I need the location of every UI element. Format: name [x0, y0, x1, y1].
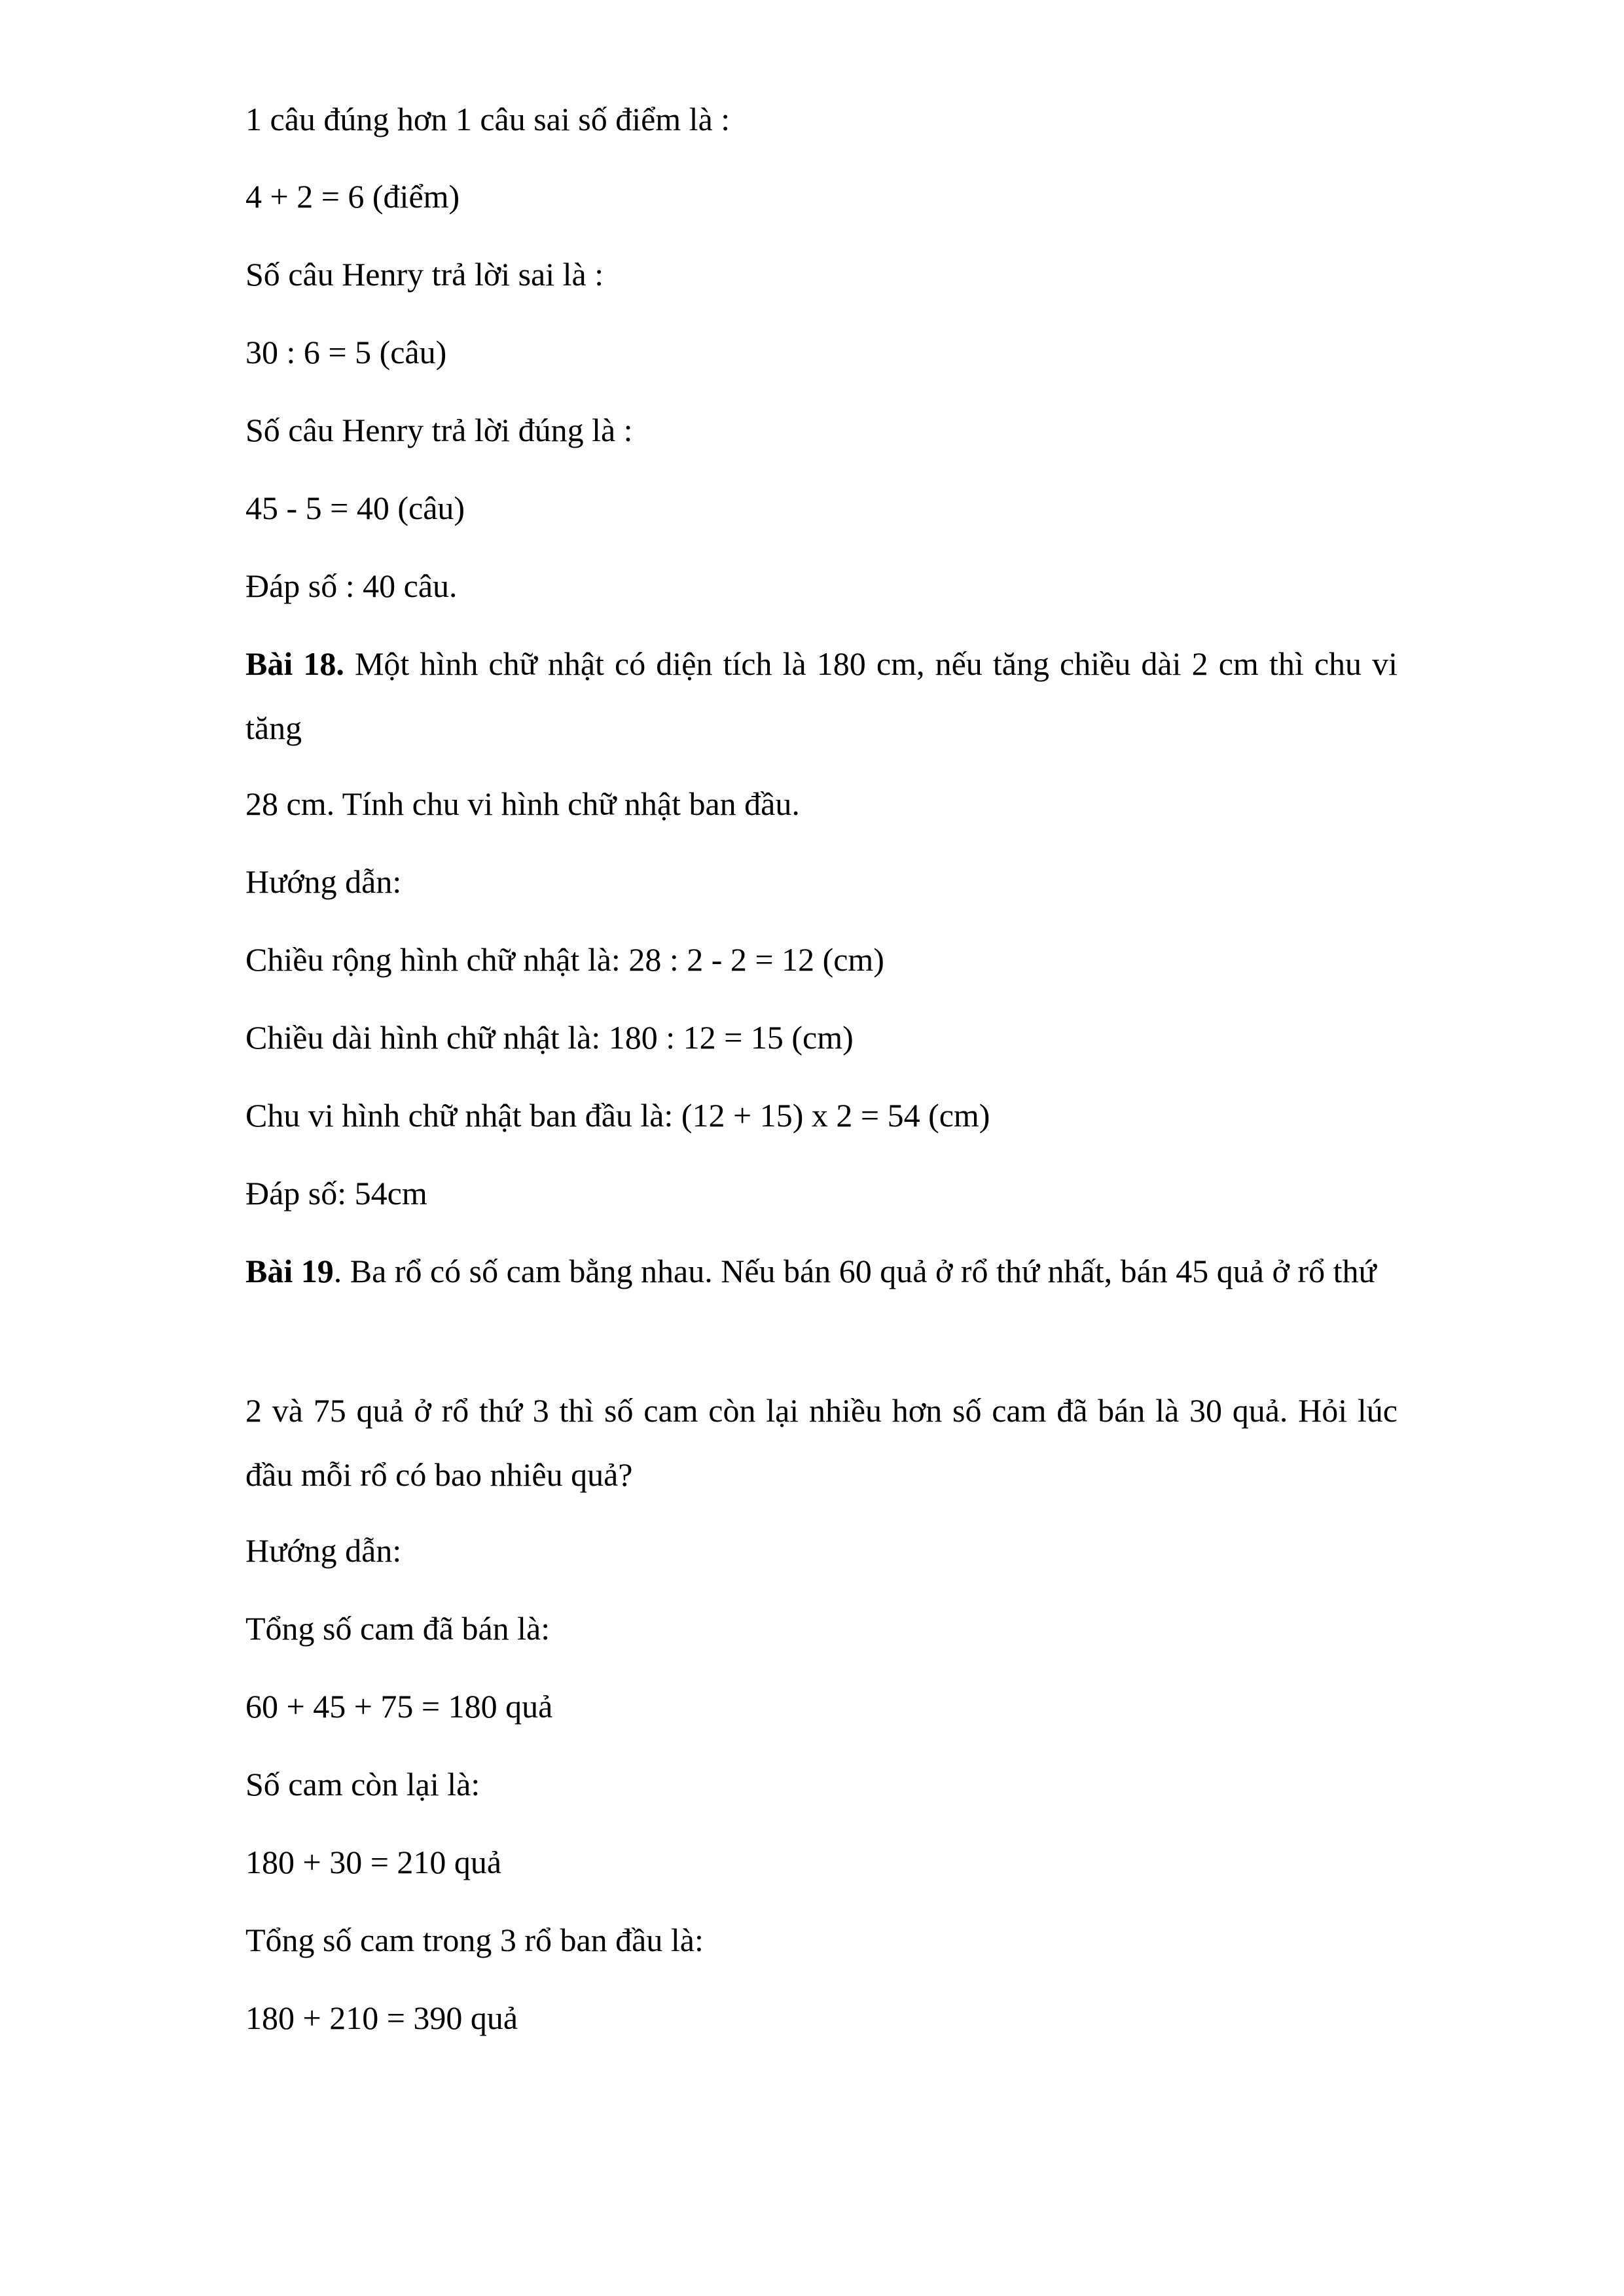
problem-19-step: 180 + 210 = 390 quả [245, 2000, 518, 2036]
problem-19-step: Số cam còn lại là: [245, 1766, 480, 1803]
text-line: Số câu Henry trả lời sai là : [245, 256, 604, 293]
equation-line: 30 : 6 = 5 (câu) [245, 334, 447, 370]
problem-19-step: Tổng số cam trong 3 rổ ban đầu là: [245, 1922, 704, 1958]
problem-19-statement [245, 1239, 1398, 1303]
problem-19-continuation: 2 và 75 quả ở rổ thứ 3 thì số cam còn lại nhiều hơn số cam đã bán là 30 quả. Hỏi lúc đầu mỗi rổ có bao nhiêu quả? [245, 1392, 1398, 1493]
problem-19-step: 180 + 30 = 210 quả [245, 1844, 502, 1880]
problem-18-step: Chiều dài hình chữ nhật là: 180 : 12 = 15 (cm) [245, 1019, 854, 1056]
answer-line: Đáp số : 40 câu. [245, 567, 458, 604]
equation-line: 45 - 5 = 40 (câu) [245, 490, 465, 526]
problem-19-guide-heading: Hướng dẫn: [245, 1532, 402, 1569]
equation-line: 4 + 2 = 6 (điểm) [245, 178, 460, 215]
problem-18-statement [245, 632, 1398, 760]
problem-19-text: . Ba rổ có số cam bằng nhau. Nếu bán 60 quả ở rổ thứ nhất, bán 45 quả ở rổ thứ [333, 1253, 1377, 1289]
text-line: Số câu Henry trả lời đúng là : [245, 412, 633, 448]
problem-18-answer: Đáp số: 54cm [245, 1175, 427, 1211]
problem-19-step: Tổng số cam đã bán là: [245, 1610, 550, 1647]
problem-18-step: Chiều rộng hình chữ nhật là: 28 : 2 - 2 = 12 (cm) [245, 941, 884, 978]
problem-18-text: Một hình chữ nhật có diện tích là 180 cm, nếu tăng chiều dài 2 cm thì chu vi tăng [245, 645, 1398, 746]
problem-19-label: Bài 19 [245, 1253, 334, 1289]
problem-18-step: Chu vi hình chữ nhật ban đầu là: (12 + 15) x 2 = 54 (cm) [245, 1097, 990, 1134]
problem-18-label: Bài 18. [245, 645, 344, 682]
problem-19-step: 60 + 45 + 75 = 180 quả [245, 1688, 553, 1725]
problem-18-guide-heading: Hướng dẫn: [245, 863, 402, 900]
problem-18-continuation: 28 cm. Tính chu vi hình chữ nhật ban đầu. [245, 785, 800, 822]
text-line: 1 câu đúng hơn 1 câu sai số điểm là : [245, 101, 731, 137]
